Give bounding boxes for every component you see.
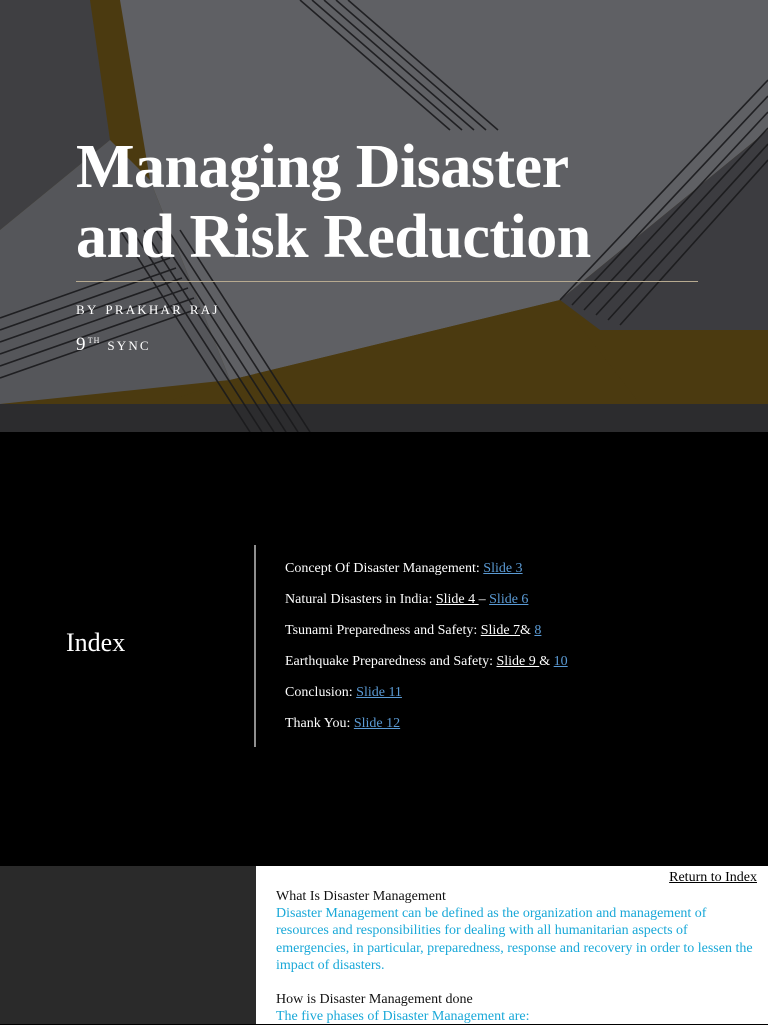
section-heading-how: How is Disaster Management done — [276, 992, 473, 1007]
title-divider — [76, 281, 698, 282]
index-item-label: Tsunami Preparedness and Safety: — [285, 623, 481, 638]
index-item-conclusion — [285, 683, 568, 714]
index-list — [285, 559, 568, 745]
index-item-natural-disasters — [285, 590, 568, 621]
class-subtitle — [76, 334, 151, 356]
content-panel — [256, 866, 768, 1024]
class-number: 9 — [76, 334, 88, 355]
index-item-label: Conclusion: — [285, 685, 357, 700]
link-slide-9[interactable]: Slide 9 — [496, 654, 540, 669]
index-item-separator: & — [539, 654, 554, 669]
index-heading: Index — [66, 628, 126, 657]
index-item-label: Thank You: — [285, 716, 354, 731]
index-item-thank-you — [285, 714, 568, 745]
index-item-separator: – — [478, 592, 490, 607]
phases-intro: The five phases of Disaster Management are: — [276, 1009, 530, 1024]
index-item-label: Natural Disasters in India: — [285, 592, 436, 607]
index-item-label: Earthquake Preparedness and Safety: — [285, 654, 497, 669]
link-slide-12[interactable]: Slide 12 — [353, 716, 401, 731]
link-slide-6[interactable]: Slide 6 — [489, 592, 529, 607]
link-slide-3[interactable]: Slide 3 — [483, 561, 523, 576]
index-item-label: Concept Of Disaster Management: — [285, 561, 484, 576]
index-item-tsunami — [285, 621, 568, 652]
title-line-2: and Risk Reduction — [76, 203, 591, 271]
title-slide — [0, 0, 768, 432]
index-item-earthquake — [285, 652, 568, 683]
link-slide-11[interactable]: Slide 11 — [356, 685, 402, 700]
index-slide — [0, 432, 768, 866]
link-slide-10[interactable]: 10 — [553, 654, 568, 669]
concept-slide — [0, 866, 768, 1024]
index-item-separator: & — [520, 623, 535, 638]
index-item-concept — [285, 559, 568, 590]
definition-paragraph: Disaster Management can be defined as the organization and management of resources and responsibilities for dealing with all humanitarian aspects of emergencies, in particular, preparedness, response and recovery in order to lessen the impact of disasters. — [276, 906, 753, 973]
class-ordinal: th — [87, 334, 101, 346]
class-word: sync — [107, 334, 151, 355]
link-slide-4[interactable]: Slide 4 — [435, 592, 479, 607]
presentation-title — [76, 132, 756, 272]
author-subtitle: by prakhar raj — [76, 298, 220, 319]
section-heading-what-is: What Is Disaster Management — [276, 889, 446, 904]
index-divider — [254, 545, 256, 747]
link-slide-8[interactable]: 8 — [534, 623, 542, 638]
return-to-index-link[interactable]: Return to Index — [669, 870, 757, 885]
title-line-1: Managing Disaster — [76, 133, 569, 201]
link-slide-7[interactable]: Slide 7 — [480, 623, 521, 638]
